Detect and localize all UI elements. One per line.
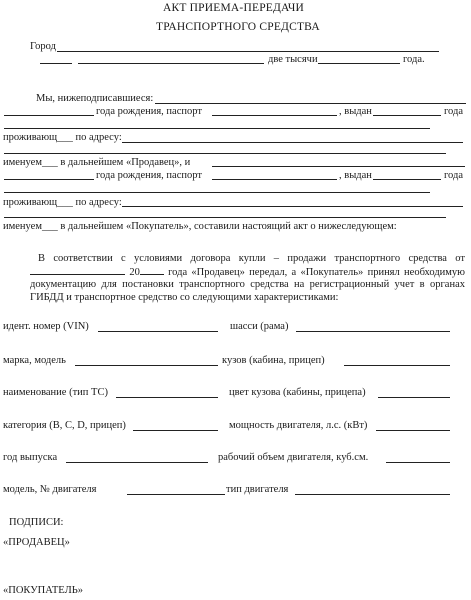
party2-passport-field[interactable] — [212, 179, 337, 180]
year-text: две тысячи — [268, 54, 318, 65]
year-field[interactable] — [318, 63, 400, 64]
party2-address-field[interactable] — [122, 206, 463, 207]
body-label: кузов (кабина, прицеп) — [222, 355, 325, 366]
party2-address-field-2[interactable] — [4, 217, 446, 218]
seller-signature-label: «ПРОДАВЕЦ» — [3, 537, 70, 548]
contract-paragraph — [30, 253, 465, 304]
party1-issued: , выдан — [339, 106, 372, 117]
party1-extra-field[interactable] — [4, 128, 430, 129]
engine-model-field[interactable] — [127, 494, 225, 495]
contract-date-year-field[interactable] — [140, 266, 164, 275]
make-model-field[interactable] — [75, 365, 218, 366]
city-field[interactable] — [57, 51, 439, 52]
category-label: категория (В, С, D, прицеп) — [3, 420, 126, 431]
vin-label: идент. номер (VIN) — [3, 321, 89, 332]
vin-field[interactable] — [98, 331, 218, 332]
contract-text-1: В соответствии с условиями договора купли – продажи транспортного средства от — [38, 253, 465, 264]
body-field[interactable] — [344, 365, 450, 366]
chassis-label: шасси (рама) — [230, 321, 289, 332]
party1-issued-field[interactable] — [373, 115, 441, 116]
engine-volume-label: рабочий объем двигателя, куб.см. — [218, 452, 369, 463]
party2-issued: , выдан — [339, 170, 372, 181]
contract-text-2: 20 — [129, 266, 140, 278]
city-label: Город — [30, 41, 56, 52]
party2-blank-left[interactable] — [4, 179, 94, 180]
party2-issued-field[interactable] — [373, 179, 441, 180]
party2-birth-passport: года рождения, паспорт — [96, 170, 202, 181]
contract-date-day-field[interactable] — [30, 266, 125, 275]
signatures-heading: ПОДПИСИ: — [9, 517, 64, 528]
name-type-field[interactable] — [116, 397, 218, 398]
party2-name-field[interactable] — [212, 166, 465, 167]
engine-volume-field[interactable] — [386, 462, 450, 463]
document-title: АКТ ПРИЕМА-ПЕРЕДАЧИ — [163, 2, 304, 14]
engine-power-label: мощность двигателя, л.с. (кВт) — [229, 420, 368, 431]
year-made-label: год выпуска — [3, 452, 58, 463]
party1-birth-passport: года рождения, паспорт — [96, 106, 202, 117]
party1-address-label: проживающ___ по адресу: — [3, 132, 122, 143]
date-field-left[interactable] — [40, 63, 72, 64]
engine-type-field[interactable] — [295, 494, 450, 495]
engine-type-label: тип двигателя — [226, 484, 289, 495]
party1-blank-left[interactable] — [4, 115, 94, 116]
chassis-field[interactable] — [296, 331, 450, 332]
seller-called: именуем___ в дальнейшем «Продавец», и — [3, 157, 191, 168]
party2-address-label: проживающ___ по адресу: — [3, 197, 122, 208]
party2-extra-field[interactable] — [4, 192, 430, 193]
year-suffix: года. — [403, 54, 425, 65]
party1-name-field[interactable] — [155, 103, 466, 104]
party1-address-field-2[interactable] — [4, 153, 446, 154]
body-color-label: цвет кузова (кабины, прицепа) — [229, 387, 366, 398]
party1-year-end: года — [444, 106, 463, 117]
date-field-month[interactable] — [78, 63, 264, 64]
party1-passport-field[interactable] — [212, 115, 337, 116]
buyer-signature-label: «ПОКУПАТЕЛЬ» — [3, 585, 83, 596]
contract-text-3: года «Продавец» передал, а «Покупатель» принял необходимую документацию для постановки транспортного средства на регистрационный учет в органах ГИБДД и транспортное средство со следующими характеристиками: — [30, 266, 466, 303]
parties-intro: Мы, нижеподписавшиеся: — [36, 93, 154, 104]
name-type-label: наименование (тип ТС) — [3, 387, 108, 398]
document-subtitle: ТРАНСПОРТНОГО СРЕДСТВА — [156, 21, 320, 33]
year-made-field[interactable] — [66, 462, 208, 463]
buyer-called: именуем___ в дальнейшем «Покупатель», составили настоящий акт о нижеследующем: — [3, 221, 397, 232]
party1-address-field[interactable] — [122, 142, 463, 143]
party2-year-end: года — [444, 170, 463, 181]
body-color-field[interactable] — [378, 397, 450, 398]
make-model-label: марка, модель — [3, 355, 66, 366]
engine-model-label: модель, № двигателя — [3, 484, 97, 495]
engine-power-field[interactable] — [376, 430, 450, 431]
category-field[interactable] — [133, 430, 218, 431]
